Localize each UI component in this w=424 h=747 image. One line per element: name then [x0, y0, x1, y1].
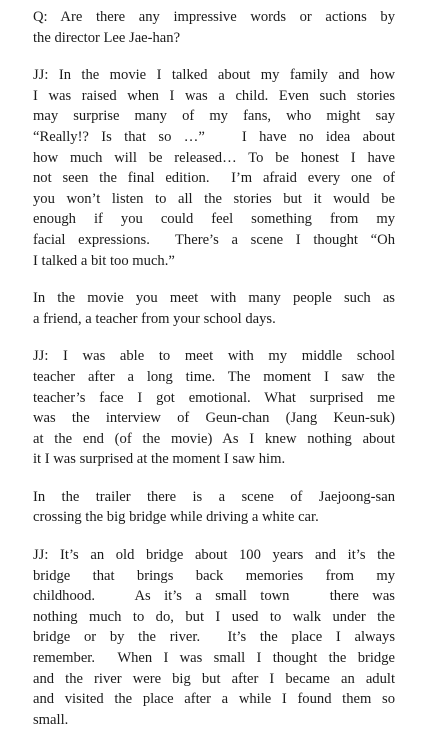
answer-old-bridge	[33, 545, 395, 730]
interview-document	[33, 7, 395, 747]
text-line: JJ: It’s an old bridge about 100 years and it’s the	[33, 547, 395, 564]
text-line: a friend, a teacher from your school days.	[33, 310, 276, 327]
text-line: you won’t listen to all the stories but it would be	[33, 190, 395, 207]
question-director	[33, 7, 395, 48]
text-line: teacher after a long time. The moment I saw the	[33, 368, 395, 385]
text-line: was the interview of Geun-chan (Jang Keun-suk)	[33, 410, 395, 427]
text-line: JJ: In the movie I talked about my family and how	[33, 67, 395, 84]
text-line: teacher’s face I got emotional. What surprised me	[33, 389, 395, 406]
question-people-met	[33, 288, 395, 329]
text-line: bridge that brings back memories from my	[33, 567, 395, 584]
text-line: at the end (of the movie) As I knew nothing about	[33, 430, 395, 447]
text-line: the director Lee Jae-han?	[33, 29, 181, 46]
text-line: it I was surprised at the moment I saw him.	[33, 451, 286, 468]
text-line: and the river were big but after I became an adult	[33, 670, 395, 687]
text-line: JJ: I was able to meet with my middle school	[33, 348, 395, 365]
text-line: small.	[33, 711, 69, 728]
text-line: not seen the final edition. I’m afraid every one of	[33, 170, 395, 187]
text-line: Q: Are there any impressive words or actions by	[33, 9, 395, 25]
text-line: how much will be released… To be honest I have	[33, 149, 395, 166]
text-line: I was raised when I was a child. Even such stories	[33, 87, 395, 104]
text-line: nothing much to do, but I used to walk under the	[33, 608, 395, 625]
question-trailer-bridge	[33, 487, 395, 528]
answer-teacher	[33, 346, 395, 470]
text-line: I talked a bit too much.”	[33, 252, 175, 269]
text-line: may surprise many of my fans, who might say	[33, 108, 395, 125]
answer-family-story	[33, 65, 395, 271]
text-line: childhood. As it’s a small town there was	[33, 588, 395, 605]
text-line: “Really!? Is that so …” I have no idea about	[33, 128, 395, 145]
text-line: remember. When I was small I thought the bridge	[33, 650, 395, 667]
text-line: facial expressions. There’s a scene I thought “Oh	[33, 231, 395, 248]
text-line: bridge or by the river. It’s the place I always	[33, 629, 395, 646]
text-line: crossing the big bridge while driving a white car.	[33, 509, 319, 526]
text-line: enough if you could feel something from my	[33, 211, 395, 228]
text-line: In the movie you meet with many people such as	[33, 290, 395, 307]
text-line: In the trailer there is a scene of Jaejoong-san	[33, 488, 395, 505]
text-line: and visited the place after a while I found them so	[33, 691, 395, 708]
